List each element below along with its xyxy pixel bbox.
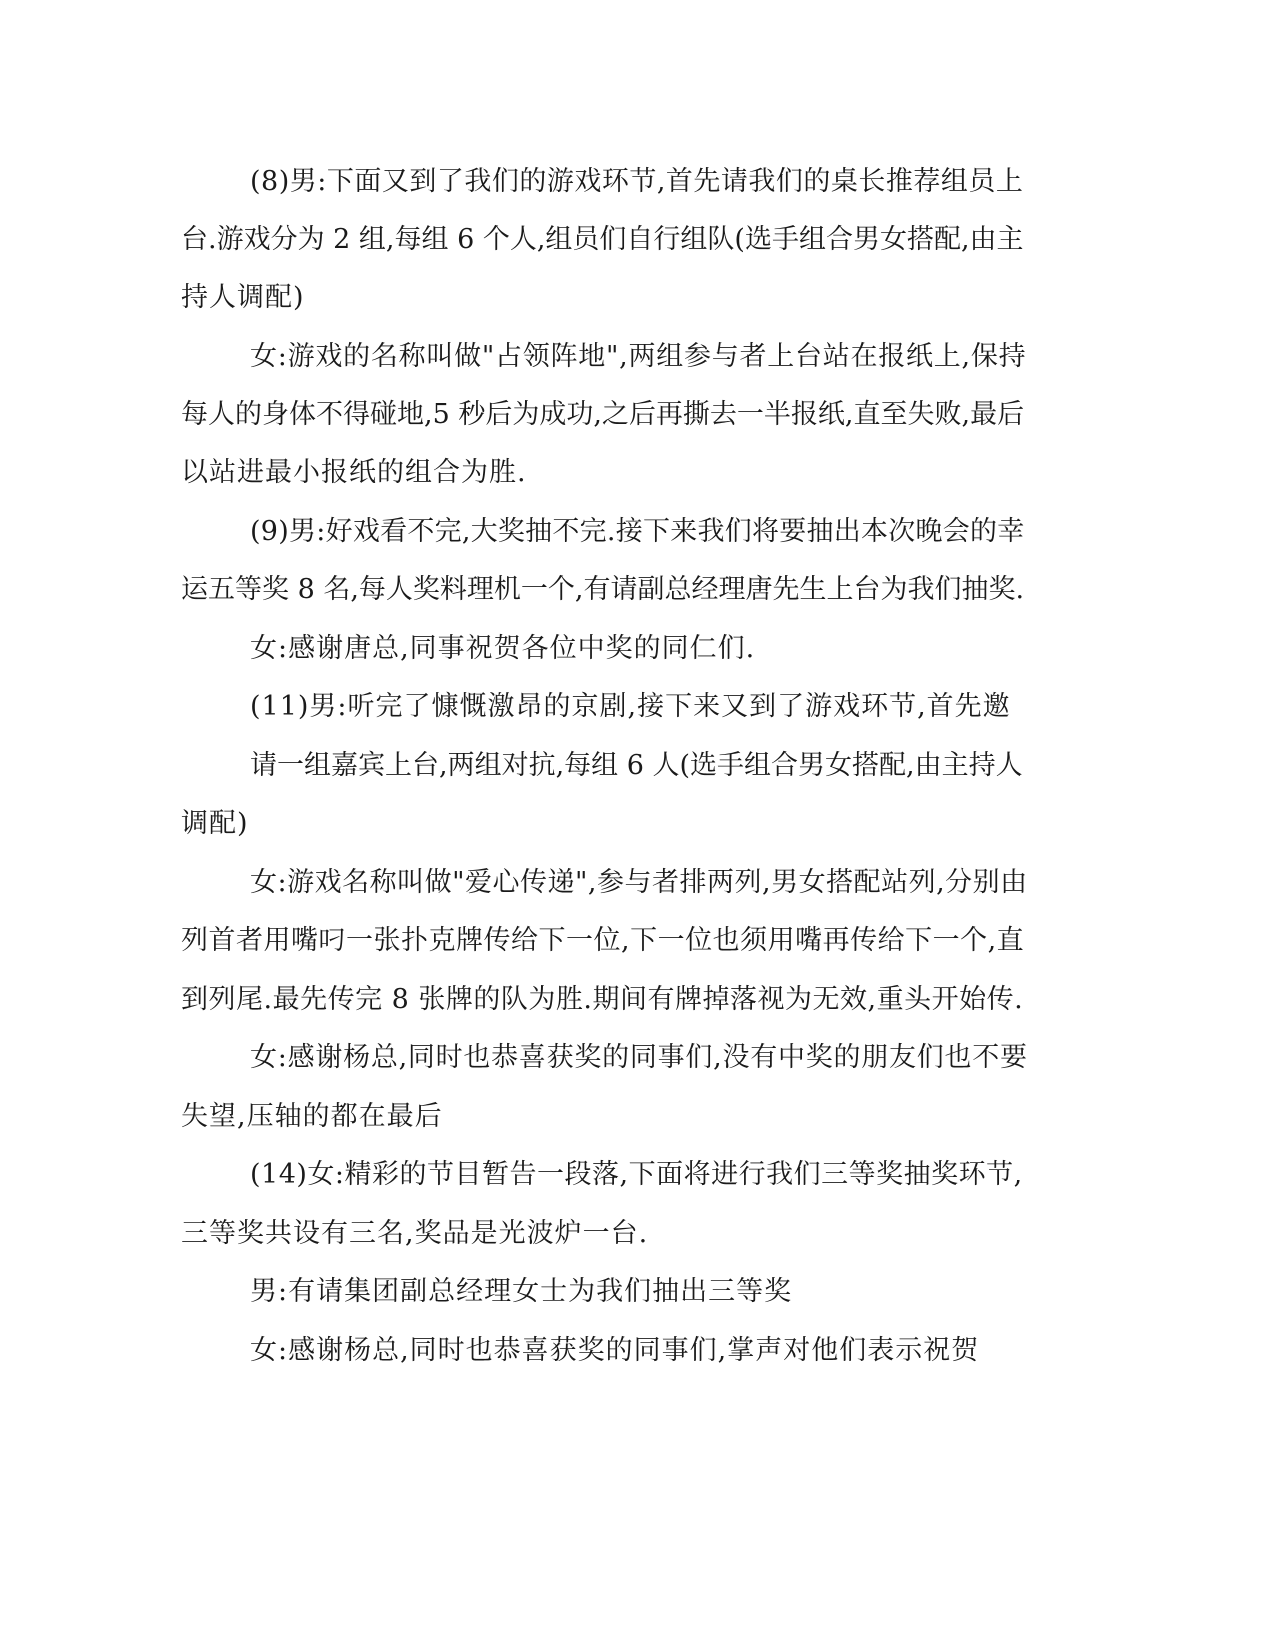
text-line-12: 调配) — [181, 808, 249, 839]
text-line-19: 三等奖共设有三名,奖品是光波炉一台. — [181, 1218, 649, 1249]
text-line-11: 请一组嘉宾上台,两组对抗,每组 6 人(选手组合男女搭配,由主持人 — [250, 750, 1023, 781]
text-line-1: (8)男:下面又到了我们的游戏环节,首先请我们的桌长推荐组员上 — [250, 166, 1024, 197]
text-line-4: 女:游戏的名称叫做"占领阵地",两组参与者上台站在报纸上,保持 — [250, 341, 1027, 372]
text-line-2: 台.游戏分为 2 组,每组 6 个人,组员们自行组队(选手组合男女搭配,由主 — [181, 224, 1024, 255]
text-line-9: 女:感谢唐总,同事祝贺各位中奖的同仁们. — [250, 633, 756, 664]
text-line-14: 列首者用嘴叼一张扑克牌传给下一位,下一位也须用嘴再传给下一个,直 — [181, 925, 1025, 956]
text-line-5: 每人的身体不得碰地,5 秒后为成功,之后再撕去一半报纸,直至失败,最后 — [181, 399, 1025, 430]
text-line-16: 女:感谢杨总,同时也恭喜获奖的同事们,没有中奖的朋友们也不要 — [250, 1042, 1028, 1073]
text-line-7: (9)男:好戏看不完,大奖抽不完.接下来我们将要抽出本次晚会的幸 — [250, 516, 1025, 547]
text-line-10: (11)男:听完了慷慨激昂的京剧,接下来又到了游戏环节,首先邀 — [250, 691, 1011, 722]
text-line-21: 女:感谢杨总,同时也恭喜获奖的同事们,掌声对他们表示祝贺 — [250, 1335, 980, 1366]
text-line-6: 以站进最小报纸的组合为胜. — [181, 457, 527, 488]
text-line-20: 男:有请集团副总经理女士为我们抽出三等奖 — [250, 1276, 793, 1307]
text-line-13: 女:游戏名称叫做"爱心传递",参与者排两列,男女搭配站列,分别由 — [250, 867, 1028, 898]
text-line-17: 失望,压轴的都在最后 — [181, 1101, 443, 1132]
text-line-3: 持人调配) — [181, 282, 305, 313]
text-line-15: 到列尾.最先传完 8 张牌的队为胜.期间有牌掉落视为无效,重头开始传. — [181, 984, 1024, 1015]
text-line-18: (14)女:精彩的节目暂告一段落,下面将进行我们三等奖抽奖环节, — [250, 1159, 1023, 1190]
text-line-8: 运五等奖 8 名,每人奖料理机一个,有请副总经理唐先生上台为我们抽奖. — [181, 574, 1025, 605]
